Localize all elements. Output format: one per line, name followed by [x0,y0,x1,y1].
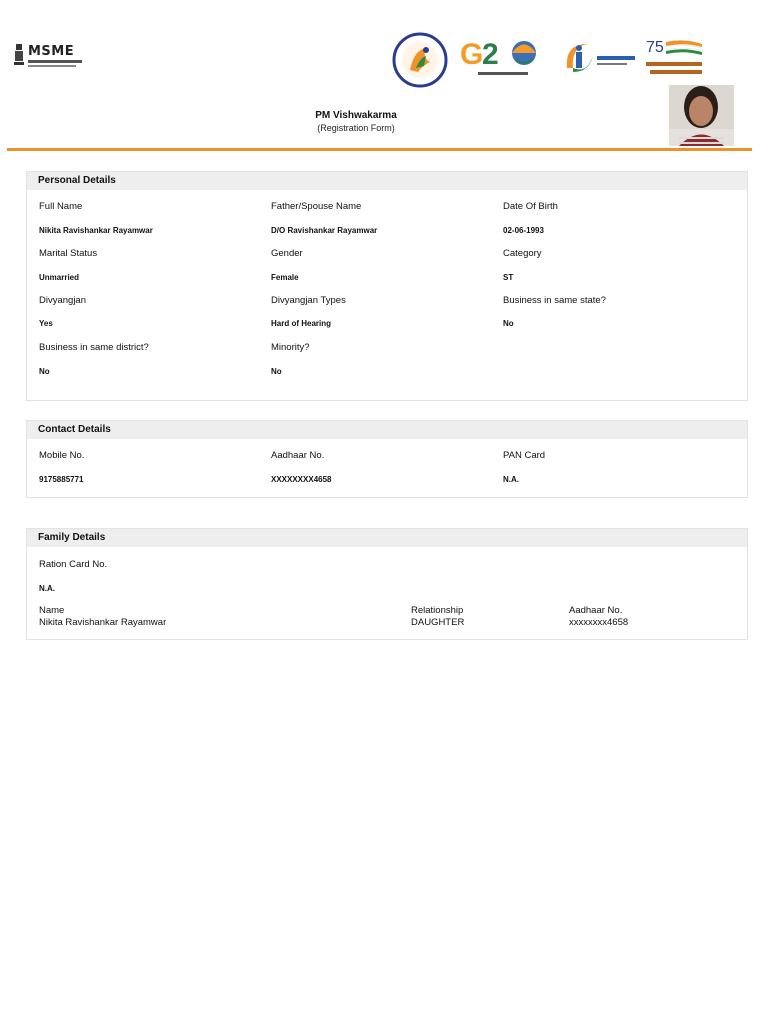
gender-value: Female [271,273,299,282]
divyangjan-types-label: Divyangjan Types [271,295,346,306]
category-value: ST [503,273,514,282]
page-subtitle: (Registration Form) [317,123,395,133]
ration-card-value: N.A. [39,584,55,593]
msme-tagline [28,60,82,63]
mobile-no-value: 9175885771 [39,475,84,484]
business-same-district-label: Business in same district? [39,342,149,353]
azadi-ka-amrit-mahotsav-logo-icon [644,36,708,80]
date-of-birth-value: 02-06-1993 [503,226,544,235]
minority-value: No [271,367,282,376]
marital-status-value: Unmarried [39,273,80,282]
contact-details-heading: Contact Details [27,421,747,439]
applicant-portrait-icon [669,85,734,146]
digital-india-logo-icon [561,38,639,80]
ashoka-emblem-icon [14,44,24,66]
family-details-section [26,528,748,640]
personal-details-heading: Personal Details [27,172,747,190]
member-aadhaar-value: xxxxxxxx4658 [569,617,629,628]
family-details-heading: Family Details [27,529,747,547]
page-title: PM Vishwakarma [315,110,397,121]
full-name-label: Full Name [39,201,83,212]
g20-logo-icon [458,34,552,82]
pan-card-value: N.A. [503,475,519,484]
full-name-value: Nikita Ravishankar Rayamwar [39,226,153,235]
msme-logo [14,42,82,72]
member-aadhaar-header: Aadhaar No. [569,605,623,616]
father-spouse-name-label: Father/Spouse Name [271,201,362,212]
personal-details-section [26,171,748,401]
category-label: Category [503,248,542,259]
page-header [0,0,768,152]
member-name-header: Name [39,605,65,616]
ration-card-label: Ration Card No. [39,559,108,570]
member-name-value: Nikita Ravishankar Rayamwar [39,617,167,628]
msme-tagline-sub [28,65,76,67]
applicant-photo [669,85,734,146]
divyangjan-value: Yes [39,319,53,328]
aadhaar-no-value: XXXXXXXX4658 [271,475,332,484]
minority-label: Minority? [271,342,310,353]
svg-text:2: 2 [482,38,499,71]
pm-vishwakarma-logo-icon [392,32,448,88]
marital-status-label: Marital Status [39,248,98,259]
svg-text:G: G [460,38,484,71]
pan-card-label: PAN Card [503,450,546,461]
divyangjan-label: Divyangjan [39,295,86,306]
aadhaar-no-label: Aadhaar No. [271,450,325,461]
member-relationship-value: DAUGHTER [411,617,465,628]
business-same-district-value: No [39,367,50,376]
gender-label: Gender [271,248,303,259]
business-same-state-label: Business in same state? [503,295,606,306]
business-same-state-value: No [503,319,514,328]
date-of-birth-label: Date Of Birth [503,201,558,212]
mobile-no-label: Mobile No. [39,450,85,461]
msme-wordmark: MSME [28,44,75,59]
header-divider [7,148,752,151]
form-title-block [256,110,456,133]
father-spouse-name-value: D/O Ravishankar Rayamwar [271,226,378,235]
svg-text:75: 75 [646,39,664,56]
divyangjan-types-value: Hard of Hearing [271,319,332,328]
member-relationship-header: Relationship [411,605,464,616]
contact-details-section [26,420,748,498]
